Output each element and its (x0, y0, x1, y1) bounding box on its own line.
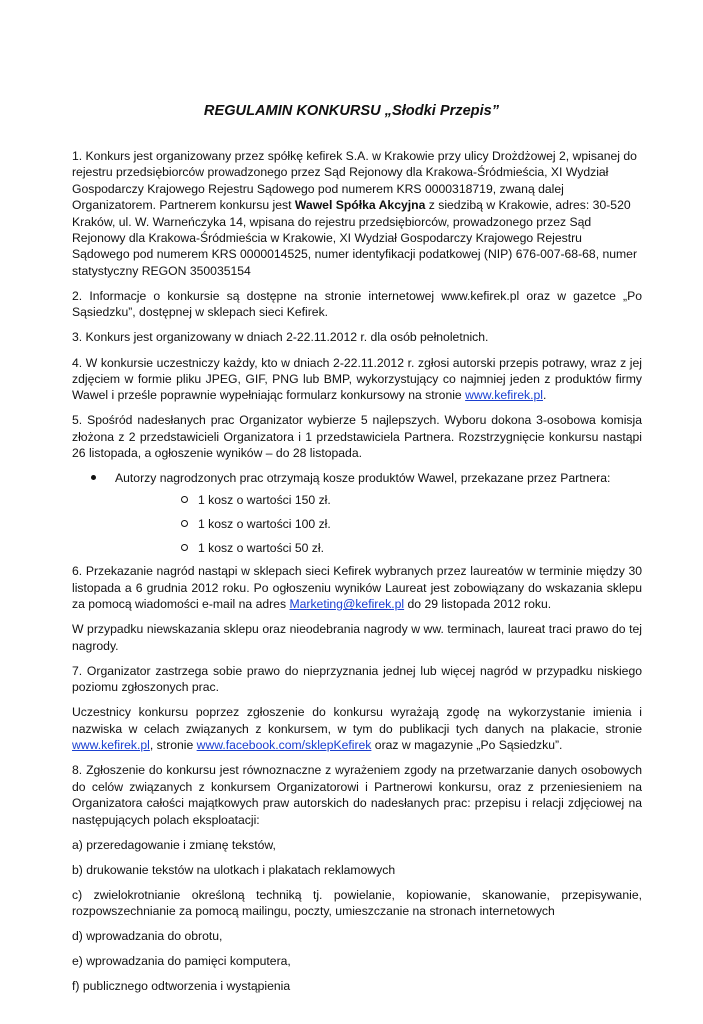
paragraph-7b (72, 704, 642, 753)
paragraph-2: 2. Informacje o konkursie są dostępne na stronie internetowej www.kefirek.pl oraz w gazetce „Po Sąsiedzku”, dostępnej w sklepach sieci Kefirek. (72, 288, 642, 320)
paragraph-6-text-b: do 29 listopada 2012 roku. (404, 597, 552, 612)
field-item: a) przeredagowanie i zmianę tekstów, (72, 837, 276, 852)
prize-item: 1 kosz o wartości 150 zł. (198, 492, 331, 507)
field-item: d) wprowadzania do obrotu, (72, 929, 223, 944)
paragraph-8: 8. Zgłoszenie do konkursu jest równoznaczne z wyrażeniem zgody na przetwarzanie danych osobowych do celów związanych z konkursem Organizatorowi i Partnerowi konkursu, oraz z przeniesieniem na Organizatora całości majątkowych praw autorskich do nadesłanych prac: przepisu i relacji zdjęciowej na następujących polach eksploatacji: (72, 763, 642, 827)
paragraph-7b-text-c: oraz w magazynie „Po Sąsiedzku”. (371, 738, 563, 753)
paragraph-1-text-b: z siedzibą w Krakowie, adres: 30-520 Kraków, ul. W. Warneńczyka 14, wpisana do rejestru przedsiębiorców, prowadzonego przez Sąd Rejonowy dla Krakowa-Śródmieścia w Krakowie, XI Wydział Gospodarczy Krajowego Rejestru Sądowego pod numerem KRS 0000014525, numer identyfikacji podatkowej (NIP) 676-007-68-68, numer statystyczny REGON 350035154 (72, 198, 638, 278)
circle-bullet-icon (181, 496, 188, 503)
list-item (115, 516, 642, 532)
prize-list (72, 470, 642, 556)
marketing-email-link[interactable]: Marketing@kefirek.pl (289, 597, 405, 612)
field-item: e) wprowadzania do pamięci komputera, (72, 954, 291, 969)
paragraph-4-text-b: . (543, 388, 547, 403)
list-item (72, 470, 642, 556)
paragraph-7b-text-b: , stronie (149, 738, 197, 753)
bullet-icon (91, 475, 96, 480)
paragraph-1 (72, 148, 642, 279)
prize-item: 1 kosz o wartości 100 zł. (198, 516, 331, 531)
paragraph-4 (72, 355, 642, 404)
list-item (115, 492, 642, 508)
circle-bullet-icon (181, 544, 188, 551)
field-item: c) zwielokrotnianie określoną techniką tj. powielanie, kopiowanie, skanowanie, przepisywanie, rozpowszechnianie za pomocą mailingu, poczty, umieszczanie na stronach internetowych (72, 887, 642, 919)
paragraph-5: 5. Spośród nadesłanych prac Organizator wybierze 5 najlepszych. Wyboru dokona 3-osobowa komisja złożona z 2 przedstawicieli Organizatora i 1 przedstawiciela Partnera. Rozstrzygnięcie konkursu nastąpi 26 listopada, a ogłoszenie wyników – do 28 listopada. (72, 413, 642, 461)
prize-item: 1 kosz o wartości 50 zł. (198, 540, 324, 555)
list-item (115, 540, 642, 556)
kefirek-link[interactable]: www.kefirek.pl (465, 388, 543, 403)
paragraph-3: 3. Konkurs jest organizowany w dniach 2-22.11.2012 r. dla osób pełnoletnich. (72, 330, 489, 345)
field-item: f) publicznego odtworzenia i wystąpienia (72, 979, 291, 994)
partner-name: Wawel Spółka Akcyjna (294, 198, 426, 213)
document-title: REGULAMIN KONKURSU „Słodki Przepis” (203, 103, 500, 119)
prize-intro: Autorzy nagrodzonych prac otrzymają kosze produktów Wawel, przekazane przez Partnera: (115, 471, 611, 486)
prize-sublist (115, 492, 642, 556)
paragraph-7: 7. Organizator zastrzega sobie prawo do nieprzyznania jednej lub więcej nagród w przypadku niskiego poziomu zgłoszonych prac. (72, 663, 642, 695)
paragraph-4-text-a: 4. W konkursie uczestniczy każdy, kto w dniach 2-22.11.2012 r. zgłosi autorski przepis potrawy, wraz z jej zdjęciem w formie pliku JPEG, GIF, PNG lub BMP, wykorzystujący co najmniej jeden z produktów firmy Wawel i prześle poprawnie wypełniając formularz konkursowy na stronie (72, 355, 642, 403)
paragraph-6-text-a: 6. Przekazanie nagród nastąpi w sklepach sieci Kefirek wybranych przez laureatów w terminie między 30 listopada a 6 grudnia 2012 roku. Po ogłoszeniu wyników Laureat jest zobowiązany do wskazania sklepu za pomocą wiadomości e-mail na adres (72, 564, 642, 612)
paragraph-6 (72, 563, 642, 612)
field-item: b) drukowanie tekstów na ulotkach i plakatach reklamowych (72, 862, 396, 877)
document-body (72, 148, 642, 1004)
paragraph-1-text-a: 1. Konkurs jest organizowany przez spółkę kefirek S.A. w Krakowie przy ulicy Drożdżowej 2, wpisanej do rejestru przedsiębiorców prowadzonego przez Sąd Rejonowy dla Krakowa-Śródmieścia, XI Wydział Gospodarczy Krajowego Rejestru Sądowego pod numerem KRS 0000318719, zwaną dalej Organizatorem. Partnerem konkursu jest (72, 149, 637, 213)
paragraph-6b: W przypadku niewskazania sklepu oraz nieodebrania nagrody w ww. terminach, laureat traci prawo do tej nagrody. (72, 622, 642, 653)
paragraph-7b-text-a: Uczestnicy konkursu poprzez zgłoszenie do konkursu wyrażają zgodę na wykorzystanie imienia i nazwiska w celach związanych z konkursem, w tym do publikacji tych danych na plakacie, stronie (72, 705, 642, 736)
circle-bullet-icon (181, 520, 188, 527)
facebook-link[interactable]: www.facebook.com/sklepKefirek (196, 738, 372, 753)
kefirek-link[interactable]: www.kefirek.pl (72, 738, 150, 753)
